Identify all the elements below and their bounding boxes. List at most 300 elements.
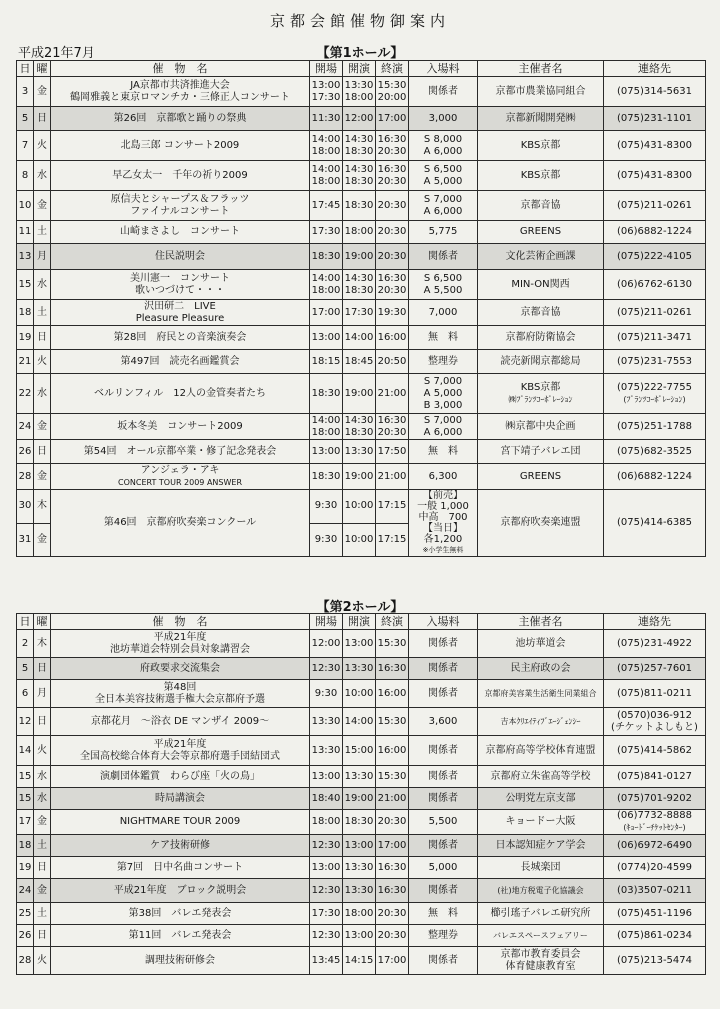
end-time-cell <box>376 77 409 107</box>
cell-line: (075)231-4922 <box>616 637 693 649</box>
cell-line: 17:30 <box>311 91 341 103</box>
column-header-tel: 連絡先 <box>604 61 706 77</box>
cell-line: 14:00 <box>311 272 341 284</box>
contact-cell <box>604 161 706 191</box>
day-cell <box>17 131 34 161</box>
fee-cell <box>409 350 478 374</box>
day-cell <box>17 903 34 925</box>
open-time-cell <box>310 414 343 440</box>
event-name-cell <box>51 630 310 658</box>
cell-line: A 6,000 <box>423 145 463 157</box>
open-time-cell <box>310 680 343 708</box>
start-time-cell <box>343 161 376 191</box>
contact-cell <box>604 680 706 708</box>
cell-line: ベルリンフィル 12人の金管奏者たち <box>94 387 266 399</box>
day-cell <box>17 374 34 414</box>
organizer-cell <box>478 191 604 221</box>
cell-line: 第54回 オール京都卒業・修了記念発表会 <box>83 445 277 457</box>
end-time-cell <box>376 490 409 524</box>
day-cell <box>17 835 34 857</box>
cell-line: (075)213-5474 <box>616 954 693 966</box>
cell-line: (06)6882-1224 <box>616 470 693 482</box>
cell-line: (075)414-5862 <box>616 744 693 756</box>
cell-line: S 6,500 <box>423 272 463 284</box>
cell-line: 日 <box>37 662 47 674</box>
cell-line: (075)231-7553 <box>616 355 693 367</box>
weekday-cell <box>34 810 51 835</box>
start-time-cell <box>343 788 376 810</box>
table-row <box>17 191 706 221</box>
cell-line: 中高 700 <box>418 512 468 523</box>
cell-line: 木 <box>37 637 47 649</box>
end-time-cell <box>376 244 409 270</box>
table-row <box>17 788 706 810</box>
cell-line: (075)451-1196 <box>616 907 693 919</box>
cell-line: 18:30 <box>344 175 374 187</box>
organizer-cell <box>478 490 604 557</box>
cell-line: JA京都市共済推進大会 <box>130 79 230 91</box>
cell-line: (075)861-0234 <box>616 929 693 941</box>
end-time-cell <box>376 903 409 925</box>
end-time-cell <box>376 658 409 680</box>
fee-cell <box>409 857 478 879</box>
cell-line: 31 <box>18 533 32 545</box>
start-time-cell <box>343 708 376 736</box>
weekday-cell <box>34 244 51 270</box>
fee-cell <box>409 374 478 414</box>
cell-line: A 6,000 <box>423 426 463 438</box>
cell-line: 宮下靖子バレエ団 <box>500 445 581 457</box>
cell-line: 19 <box>18 861 32 873</box>
start-time-cell <box>343 131 376 161</box>
end-time-cell <box>376 835 409 857</box>
cell-line: 19:00 <box>344 792 374 804</box>
open-time-cell <box>310 810 343 835</box>
cell-line: 火 <box>37 744 47 756</box>
fee-cell <box>409 736 478 766</box>
table-row <box>17 490 706 524</box>
cell-line: 14:00 <box>344 715 374 727</box>
table-row <box>17 925 706 947</box>
cell-line: 水 <box>37 792 47 804</box>
table-row <box>17 810 706 835</box>
day-cell <box>17 680 34 708</box>
organizer-cell <box>478 464 604 490</box>
cell-line: 日 <box>37 861 47 873</box>
start-time-cell <box>343 374 376 414</box>
cell-line: A 5,000 <box>423 175 463 187</box>
organizer-cell <box>478 925 604 947</box>
end-time-cell <box>376 947 409 975</box>
table-row <box>17 708 706 736</box>
cell-line: GREENS <box>519 226 562 237</box>
cell-line: 関係者 <box>428 662 458 674</box>
table-row <box>17 131 706 161</box>
fee-cell <box>409 244 478 270</box>
cell-line: 関係者 <box>428 85 458 97</box>
weekday-cell <box>34 947 51 975</box>
weekday-cell <box>34 374 51 414</box>
cell-line: 20:30 <box>377 145 407 157</box>
organizer-cell <box>478 835 604 857</box>
start-time-cell <box>343 658 376 680</box>
open-time-cell <box>310 464 343 490</box>
cell-line: 住民説明会 <box>155 250 205 262</box>
start-time-cell <box>343 221 376 244</box>
event-name-cell <box>51 680 310 708</box>
cell-line: 火 <box>37 954 47 966</box>
fee-cell <box>409 270 478 300</box>
cell-line: 平成21年度 <box>153 738 207 750</box>
day-cell <box>17 221 34 244</box>
day-cell <box>17 490 34 524</box>
organizer-cell <box>478 736 604 766</box>
cell-line: ㈱京都中央企画 <box>505 420 576 432</box>
cell-line: 第46回 京都府吹奏楽コンクール <box>103 517 257 528</box>
contact-cell <box>604 788 706 810</box>
cell-line: 民主府政の会 <box>510 662 571 674</box>
column-header-end: 終演 <box>376 614 409 630</box>
cell-line: MIN-ON関西 <box>511 278 570 290</box>
cell-line: 日 <box>37 715 47 727</box>
table-row <box>17 350 706 374</box>
event-name-cell <box>51 107 310 131</box>
open-time-cell <box>310 708 343 736</box>
open-time-cell <box>310 903 343 925</box>
cell-line: (06)6972-6490 <box>616 839 693 851</box>
cell-line: KBS京都 <box>520 139 561 151</box>
day-cell <box>17 736 34 766</box>
cell-line: 日 <box>37 445 47 457</box>
start-time-cell <box>343 464 376 490</box>
start-time-cell <box>343 300 376 326</box>
start-time-cell <box>343 244 376 270</box>
cell-line: 体育健康教育室 <box>505 960 576 972</box>
column-header-fee: 入場料 <box>409 61 478 77</box>
fee-cell <box>409 788 478 810</box>
cell-line: 16:00 <box>377 331 407 343</box>
cell-line: 25 <box>18 907 32 919</box>
weekday-cell <box>34 161 51 191</box>
cell-line: 28 <box>18 470 32 482</box>
cell-line: 15 <box>18 278 32 290</box>
day-cell <box>17 879 34 903</box>
organizer-cell <box>478 131 604 161</box>
organizer-cell <box>478 350 604 374</box>
cell-line: 16:00 <box>377 744 407 756</box>
table-row <box>17 857 706 879</box>
cell-line: 18:30 <box>344 816 374 827</box>
event-name-cell <box>51 221 310 244</box>
cell-line: 12:00 <box>311 637 341 649</box>
organizer-cell <box>478 857 604 879</box>
end-time-cell <box>376 191 409 221</box>
organizer-cell <box>478 879 604 903</box>
event-name-cell <box>51 191 310 221</box>
organizer-cell <box>478 440 604 464</box>
weekday-cell <box>34 736 51 766</box>
fee-cell <box>409 490 478 557</box>
open-time-cell <box>310 77 343 107</box>
cell-line: 21 <box>18 355 32 367</box>
cell-line: 20:30 <box>377 816 407 827</box>
end-time-cell <box>376 523 409 557</box>
cell-line: 金 <box>37 884 47 896</box>
fee-cell <box>409 680 478 708</box>
weekday-cell <box>34 77 51 107</box>
cell-line: 15:30 <box>377 637 407 649</box>
cell-line: 池坊華道会 <box>515 637 566 649</box>
event-name-cell <box>51 350 310 374</box>
fee-cell <box>409 708 478 736</box>
cell-line: 5,500 <box>428 816 458 827</box>
event-name-cell <box>51 244 310 270</box>
cell-line: 26 <box>18 929 32 941</box>
cell-line: 調理技術研修会 <box>145 954 215 966</box>
start-time-cell <box>343 191 376 221</box>
cell-line: 無 料 <box>428 907 458 919</box>
day-cell <box>17 464 34 490</box>
cell-line: 京都新聞開発㈱ <box>505 112 576 124</box>
weekday-cell <box>34 708 51 736</box>
open-time-cell <box>310 523 343 557</box>
open-time-cell <box>310 879 343 903</box>
cell-line: 原信夫とシャープス＆フラッツ <box>110 193 250 205</box>
cell-line: 17:00 <box>377 839 407 851</box>
end-time-cell <box>376 464 409 490</box>
organizer-cell <box>478 221 604 244</box>
organizer-cell <box>478 630 604 658</box>
cell-line: 関係者 <box>428 250 458 262</box>
cell-line: 京都花月 ～浴衣 DE マンザイ 2009～ <box>90 715 270 727</box>
open-time-cell <box>310 131 343 161</box>
weekday-cell <box>34 903 51 925</box>
column-header-end: 終演 <box>376 61 409 77</box>
cell-line: 平成21年度 <box>153 631 207 643</box>
cell-line: 第26回 京都歌と踊りの祭典 <box>113 112 247 124</box>
open-time-cell <box>310 350 343 374</box>
day-cell <box>17 523 34 557</box>
cell-line: 18:45 <box>344 355 374 367</box>
cell-line: 13:30 <box>344 884 374 896</box>
cell-line: 金 <box>37 199 47 211</box>
column-header-start: 開演 <box>343 61 376 77</box>
cell-line: (ﾌﾟﾗﾝﾂｺｰﾎﾟﾚｰｼｮﾝ) <box>623 394 686 404</box>
cell-line: 無 料 <box>428 445 458 457</box>
day-cell <box>17 326 34 350</box>
fee-cell <box>409 326 478 350</box>
fee-cell <box>409 464 478 490</box>
start-time-cell <box>343 77 376 107</box>
cell-line: 13:00 <box>344 929 374 941</box>
cell-line: 16:00 <box>377 687 407 699</box>
cell-line: 14 <box>18 744 32 756</box>
cell-line: 17:15 <box>377 533 407 545</box>
column-header-fee: 入場料 <box>409 614 478 630</box>
cell-line: 吉本ｸﾘｴｲﾃｨﾌﾞｴｰｼﾞｪﾝｼｰ <box>500 716 581 726</box>
open-time-cell <box>310 490 343 524</box>
event-name-cell <box>51 903 310 925</box>
start-time-cell <box>343 270 376 300</box>
cell-line: KBS京都 <box>520 169 561 181</box>
cell-line: 16:30 <box>377 414 407 426</box>
open-time-cell <box>310 191 343 221</box>
contact-cell <box>604 107 706 131</box>
start-time-cell <box>343 835 376 857</box>
cell-line: 17 <box>18 816 32 827</box>
open-time-cell <box>310 374 343 414</box>
cell-line: 14:00 <box>311 414 341 426</box>
end-time-cell <box>376 766 409 788</box>
cell-line: 京都府美容業生活衛生同業組合 <box>484 688 597 698</box>
day-cell <box>17 630 34 658</box>
cell-line: 19:00 <box>344 250 374 262</box>
contact-cell <box>604 270 706 300</box>
event-name-cell <box>51 374 310 414</box>
event-name-cell <box>51 810 310 835</box>
page-title: 京都会館催物御案内 <box>269 12 450 30</box>
cell-line: 18:30 <box>344 145 374 157</box>
table-row <box>17 630 706 658</box>
cell-line: 土 <box>37 226 47 237</box>
cell-line: 13:00 <box>311 445 341 457</box>
cell-line: 12:30 <box>311 662 341 674</box>
cell-line: (075)211-3471 <box>616 331 693 343</box>
table-row <box>17 161 706 191</box>
cell-line: 17:30 <box>311 907 341 919</box>
cell-line: ケア技術研修 <box>150 839 210 851</box>
start-time-cell <box>343 857 376 879</box>
column-header-open: 開場 <box>310 614 343 630</box>
event-name-cell <box>51 414 310 440</box>
organizer-cell <box>478 107 604 131</box>
organizer-cell <box>478 680 604 708</box>
cell-line: 火 <box>37 355 47 367</box>
table-row <box>17 464 706 490</box>
cell-line: (0570)036-912 <box>616 709 693 721</box>
start-time-cell <box>343 630 376 658</box>
cell-line: 公明党左京支部 <box>505 792 576 804</box>
cell-line: 時局講演会 <box>155 792 205 804</box>
contact-cell <box>604 903 706 925</box>
day-cell <box>17 708 34 736</box>
table-row <box>17 736 706 766</box>
open-time-cell <box>310 788 343 810</box>
cell-line: 28 <box>18 954 32 966</box>
fee-cell <box>409 221 478 244</box>
weekday-cell <box>34 490 51 524</box>
cell-line: 第28回 府民との音楽演奏会 <box>113 331 247 343</box>
cell-line: 15:30 <box>377 79 407 91</box>
end-time-cell <box>376 708 409 736</box>
cell-line: 水 <box>37 770 47 782</box>
cell-line: 19:30 <box>377 306 407 318</box>
cell-line: 10:00 <box>344 533 374 545</box>
day-cell <box>17 77 34 107</box>
open-time-cell <box>310 326 343 350</box>
fee-cell <box>409 903 478 925</box>
weekday-cell <box>34 414 51 440</box>
open-time-cell <box>310 658 343 680</box>
cell-line: 14:15 <box>344 954 374 966</box>
cell-line: 18:30 <box>311 387 341 399</box>
cell-line: 13:30 <box>344 445 374 457</box>
column-header-name: 催 物 名 <box>51 61 310 77</box>
cell-line: 24 <box>18 420 32 432</box>
weekday-cell <box>34 191 51 221</box>
cell-line: 17:30 <box>311 226 341 237</box>
cell-line: S 8,000 <box>423 133 463 145</box>
contact-cell <box>604 630 706 658</box>
cell-line: 第48回 <box>163 681 197 693</box>
end-time-cell <box>376 161 409 191</box>
event-name-cell <box>51 879 310 903</box>
cell-line: 木 <box>37 500 47 512</box>
contact-cell <box>604 736 706 766</box>
cell-line: 金 <box>37 420 47 432</box>
cell-line: 16:30 <box>377 272 407 284</box>
table-row <box>17 766 706 788</box>
end-time-cell <box>376 350 409 374</box>
table-header-row <box>17 614 706 630</box>
cell-line: 17:15 <box>377 500 407 512</box>
open-time-cell <box>310 244 343 270</box>
end-time-cell <box>376 221 409 244</box>
contact-cell <box>604 191 706 221</box>
cell-line: 20:30 <box>377 250 407 262</box>
cell-line: アンジェラ・アキ <box>140 464 220 476</box>
column-header-wd: 曜 <box>34 614 51 630</box>
cell-line: 13:00 <box>311 861 341 873</box>
cell-line: 日本認知症ケア学会 <box>495 839 586 851</box>
cell-line: 13:00 <box>344 637 374 649</box>
weekday-cell <box>34 523 51 557</box>
cell-line: 26 <box>18 445 32 457</box>
cell-line: 19:00 <box>344 387 374 399</box>
cell-line: NIGHTMARE TOUR 2009 <box>119 816 241 827</box>
organizer-cell <box>478 161 604 191</box>
cell-line: 【前売】 <box>423 490 463 501</box>
cell-line: 15:30 <box>377 715 407 727</box>
cell-line: 整理券 <box>428 355 458 367</box>
cell-line: 13:00 <box>344 839 374 851</box>
fee-cell <box>409 925 478 947</box>
weekday-cell <box>34 857 51 879</box>
weekday-cell <box>34 788 51 810</box>
cell-line: 20:30 <box>377 907 407 919</box>
start-time-cell <box>343 879 376 903</box>
cell-line: (ｷｮｰﾄﾞｰﾁｹｯﾄｾﾝﾀｰ) <box>623 823 686 832</box>
end-time-cell <box>376 925 409 947</box>
cell-line: (075)211-0261 <box>616 306 693 318</box>
cell-line: 24 <box>18 884 32 896</box>
event-name-cell <box>51 708 310 736</box>
day-cell <box>17 440 34 464</box>
cell-line: 関係者 <box>428 770 458 782</box>
cell-line: (社)地方税電子化協議会 <box>497 885 584 895</box>
cell-line: 13:00 <box>311 331 341 343</box>
cell-line: 月 <box>37 687 47 699</box>
cell-line: (075)431-8300 <box>616 139 693 151</box>
cell-line: 12:30 <box>311 884 341 896</box>
start-time-cell <box>343 766 376 788</box>
cell-line: 全日本美容技術選手権大会京都府予選 <box>95 693 265 705</box>
day-cell <box>17 270 34 300</box>
cell-line: (06)6762-6130 <box>616 278 693 290</box>
cell-line: 14:30 <box>344 414 374 426</box>
open-time-cell <box>310 925 343 947</box>
cell-line: 京都市農業協同組合 <box>495 85 586 97</box>
